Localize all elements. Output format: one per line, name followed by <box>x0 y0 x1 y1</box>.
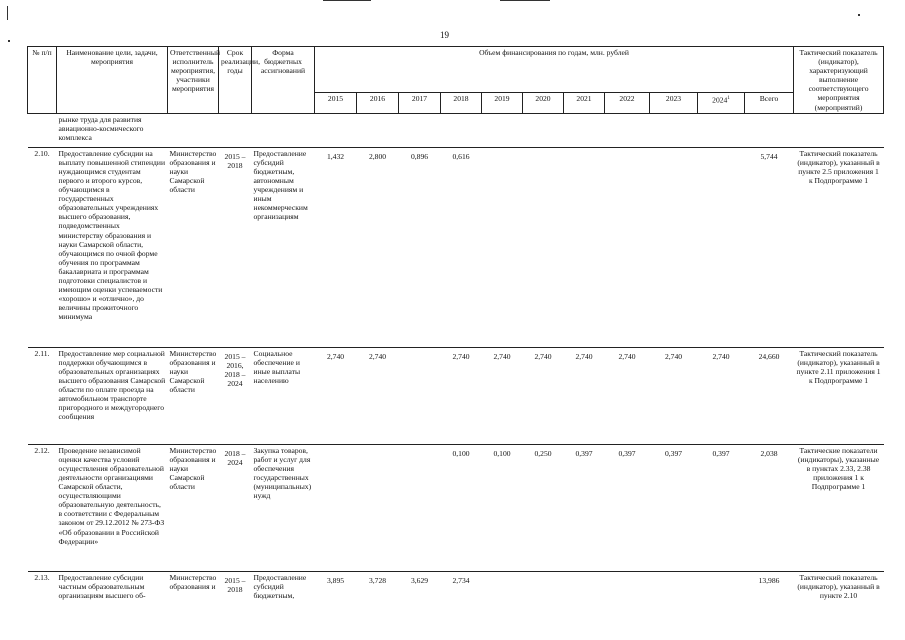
scan-line-top-1 <box>323 0 371 1</box>
value-total: 2,038 <box>745 444 794 571</box>
scan-dot-right <box>858 14 860 16</box>
value-2016: 2,740 <box>357 347 399 444</box>
row-executor: Министерство образования и науки Самарской области <box>168 347 219 444</box>
value-2022 <box>605 571 650 601</box>
row-executor <box>168 113 219 147</box>
value-total: 13,986 <box>745 571 794 601</box>
row-form: Социальное обеспечение и иные выплаты населению <box>252 347 315 444</box>
year-2019: 2019 <box>482 93 523 113</box>
year-2024 <box>698 93 745 113</box>
header-name: Наименование цели, задачи, мероприятия <box>57 47 168 114</box>
year-2024-footnote: 1 <box>727 96 730 102</box>
value-2021: 2,740 <box>564 347 605 444</box>
value-2021 <box>564 571 605 601</box>
value-2018 <box>441 113 482 147</box>
financing-table <box>27 46 884 601</box>
value-2021 <box>564 147 605 347</box>
row-indicator: Тактические показатели (индикаторы), указанные в пунктах 2.33, 2.38 приложения 1 к Подпрограмме 1 <box>794 444 884 571</box>
value-2017 <box>399 113 441 147</box>
value-2021: 0,397 <box>564 444 605 571</box>
header-term: Срок реализации, годы <box>219 47 252 114</box>
row-no: 2.10. <box>28 147 57 347</box>
value-2019 <box>482 147 523 347</box>
year-2015: 2015 <box>315 93 357 113</box>
value-2015 <box>315 113 357 147</box>
row-term: 2015 – 2018 <box>219 147 252 347</box>
value-2019 <box>482 113 523 147</box>
header-form: Форма бюджетных ассигнований <box>252 47 315 114</box>
year-total: Всего <box>745 93 794 113</box>
header-volume: Объем финансирования по годам, млн. рублей <box>315 47 794 93</box>
row-indicator: Тактический показатель (индикатор), указанный в пункте 2.11 приложения 1 к Подпрограмме 1 <box>794 347 884 444</box>
row-executor: Министерство образования и науки Самарской области <box>168 444 219 571</box>
year-2018: 2018 <box>441 93 482 113</box>
value-2023 <box>650 113 698 147</box>
value-2015 <box>315 444 357 571</box>
scan-line-top-2 <box>500 0 550 1</box>
value-2020 <box>523 571 564 601</box>
value-2017 <box>399 347 441 444</box>
value-2020: 2,740 <box>523 347 564 444</box>
value-2015: 2,740 <box>315 347 357 444</box>
year-2016: 2016 <box>357 93 399 113</box>
value-2024: 0,397 <box>698 444 745 571</box>
value-2022: 2,740 <box>605 347 650 444</box>
value-2020 <box>523 147 564 347</box>
value-2023: 2,740 <box>650 347 698 444</box>
table-row <box>28 444 884 571</box>
scan-dot-left <box>8 40 10 42</box>
value-2018: 0,100 <box>441 444 482 571</box>
row-form <box>252 113 315 147</box>
row-name: рынке труда для развития авиационно-космического комплекса <box>58 114 144 142</box>
year-2022: 2022 <box>605 93 650 113</box>
value-total: 5,744 <box>745 147 794 347</box>
table-row <box>28 347 884 444</box>
value-2022: 0,397 <box>605 444 650 571</box>
row-name: Предоставление мер социальной поддержки обучающимся в образовательных организациях высшего образования Самарской области по оплате проезда на автомобильном транспорте пригородного и междугороднего сообщения <box>57 347 168 444</box>
value-2015: 3,895 <box>315 571 357 601</box>
value-2024 <box>698 571 745 601</box>
value-2022 <box>605 147 650 347</box>
value-2020: 0,250 <box>523 444 564 571</box>
row-executor: Министерство образования и <box>168 571 219 601</box>
header-indicator: Тактический показатель (индикатор), характеризующий выполнение соответствующего мероприятия (мероприятий) <box>794 47 884 114</box>
value-2018: 2,740 <box>441 347 482 444</box>
value-2021 <box>564 113 605 147</box>
value-2016: 2,800 <box>357 147 399 347</box>
year-2017: 2017 <box>399 93 441 113</box>
row-executor: Министерство образования и науки Самарской области <box>168 147 219 347</box>
row-form: Предоставление субсидий бюджетным, автономным учреждениям и иным некоммерческим организациям <box>252 147 315 347</box>
header-no: № п/п <box>28 47 57 114</box>
row-name: Проведение независимой оценки качества условий осуществления образовательной деятельности организациями Самарской области, осуществляющими образовательную деятельность, в соответствии с Федеральным законом от 29.12.2012 № 273-ФЗ «Об образовании в Российской Федерации» <box>57 444 168 571</box>
table-row <box>28 113 884 147</box>
header-executor: Ответственный исполнитель мероприятия, участники мероприятия <box>168 47 219 114</box>
value-2017 <box>399 444 441 571</box>
table-row <box>28 147 884 347</box>
value-2016 <box>357 113 399 147</box>
year-2023: 2023 <box>650 93 698 113</box>
year-2024-label: 2024 <box>712 95 728 105</box>
value-2018: 0,616 <box>441 147 482 347</box>
year-2020: 2020 <box>523 93 564 113</box>
row-form: Закупка товаров, работ и услуг для обеспечения государственных (муниципальных) нужд <box>252 444 315 571</box>
value-2022 <box>605 113 650 147</box>
row-name: Предоставление субсидии на выплату повышенной стипендии нуждающимся студентам первого и второго курсов, обучающимся в государственных образовательных учреждениях высшего образования, подведомственных министерству образования и науки Самарской области, обучающимся по очной форме обучения по программам бакалавриата и программам подготовки специалистов и имеющим оценки успеваемости «хорошо» и «отлично», до величины прожиточного минимума <box>57 147 168 347</box>
value-2017: 0,896 <box>399 147 441 347</box>
row-form: Предоставление субсидий бюджетным, <box>252 571 315 601</box>
value-2015: 1,432 <box>315 147 357 347</box>
value-2023 <box>650 147 698 347</box>
value-2019: 0,100 <box>482 444 523 571</box>
value-2017: 3,629 <box>399 571 441 601</box>
row-no: 2.12. <box>28 444 57 571</box>
row-term: 2018 – 2024 <box>219 444 252 571</box>
page-number: 19 <box>440 30 449 40</box>
value-2018: 2,734 <box>441 571 482 601</box>
value-2019 <box>482 571 523 601</box>
value-2020 <box>523 113 564 147</box>
row-term: 2015 – 2018 <box>219 571 252 601</box>
row-no: 2.13. <box>28 571 57 601</box>
scan-mark-left <box>7 6 8 20</box>
value-total <box>745 113 794 147</box>
row-indicator: Тактический показатель (индикатор), указанный в пункте 2.5 приложения 1 к Подпрограмме 1 <box>794 147 884 347</box>
row-no: 2.11. <box>28 347 57 444</box>
row-term <box>219 113 252 147</box>
value-2023: 0,397 <box>650 444 698 571</box>
value-2024 <box>698 147 745 347</box>
table-row <box>28 571 884 601</box>
value-2024: 2,740 <box>698 347 745 444</box>
row-term: 2015 – 2016, 2018 – 2024 <box>219 347 252 444</box>
year-2021: 2021 <box>564 93 605 113</box>
row-indicator: Тактический показатель (индикатор), указанный в пункте 2.10 <box>794 571 884 601</box>
value-2024 <box>698 113 745 147</box>
value-2016 <box>357 444 399 571</box>
row-name: Предоставление субсидии частным образовательным организациям высшего об- <box>57 571 168 601</box>
value-2023 <box>650 571 698 601</box>
row-no <box>28 113 57 147</box>
value-total: 24,660 <box>745 347 794 444</box>
row-indicator <box>794 113 884 147</box>
value-2019: 2,740 <box>482 347 523 444</box>
value-2016: 3,728 <box>357 571 399 601</box>
